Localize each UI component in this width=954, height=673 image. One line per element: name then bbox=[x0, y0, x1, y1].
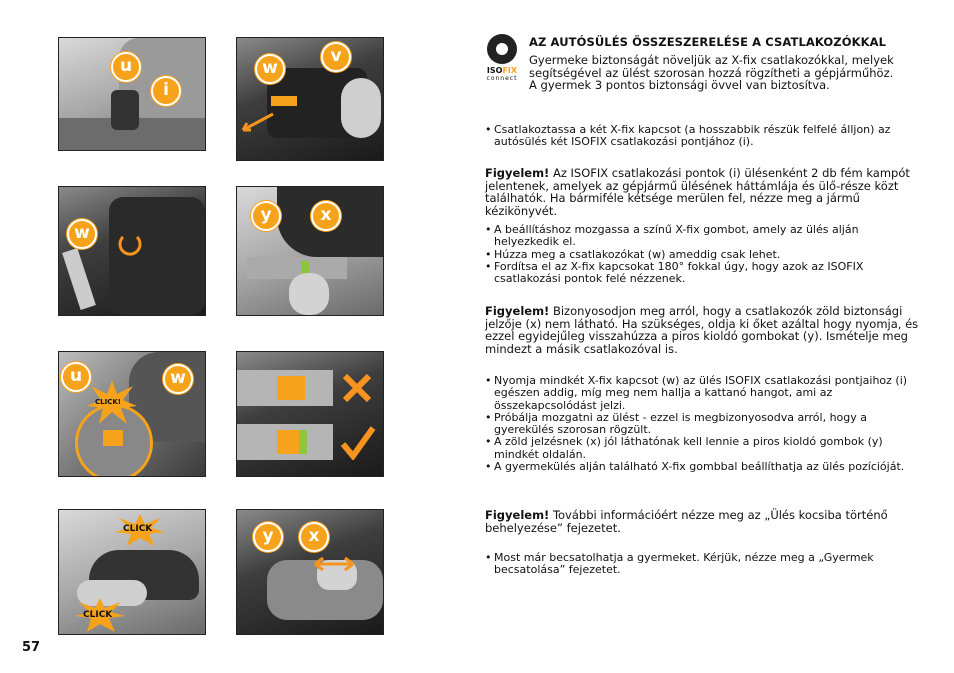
hand-shape bbox=[341, 78, 381, 138]
hand-shape bbox=[289, 273, 329, 315]
connector-highlight bbox=[271, 96, 297, 106]
isofix-logo-sub: connect bbox=[486, 75, 518, 82]
label-badge-w: w bbox=[163, 364, 193, 394]
warning-label: Figyelem! bbox=[485, 304, 550, 318]
warning-3 bbox=[485, 509, 925, 534]
bullet-block-3 bbox=[485, 375, 925, 473]
check-mark-icon bbox=[339, 424, 377, 460]
page-number: 57 bbox=[22, 640, 41, 655]
figure-connector-pull bbox=[236, 37, 384, 161]
rotate-arrow-icon bbox=[117, 231, 143, 257]
label-badge-u: u bbox=[111, 52, 141, 82]
click-label: CLICK bbox=[123, 524, 153, 534]
figure-click-attach bbox=[58, 351, 206, 477]
label-badge-y: y bbox=[251, 201, 281, 231]
warning-text: Bizonyosodjon meg arról, hogy a csatlakozók zöld biztonsági jelzője (x) nem látható. Ha szükséges, oldja ki őket azáltal hogy nyomja, és ezzel egyidejűleg visszahúzza a piros kioldó gombokat (y). Ismételje meg mindezt a másik csatlakozóval is. bbox=[485, 304, 919, 356]
label-badge-x: x bbox=[299, 522, 329, 552]
isofix-logo-text: ISOFIX bbox=[486, 66, 518, 75]
warning-label: Figyelem! bbox=[485, 508, 550, 522]
figure-indicator-check bbox=[236, 351, 384, 477]
list-item: • Most már becsatolhatja a gyermeket. Kérjük, nézze meg a „Gyermek becsatolása” fejezetet. bbox=[485, 552, 925, 577]
warning-label: Figyelem! bbox=[485, 166, 550, 180]
list-item: • Próbálja mozgatni az ülést - ezzel is megbizonyosodva arról, hogy a gyerekülés szorosan rögzült. bbox=[485, 412, 925, 437]
click-label: CLICK! bbox=[95, 398, 121, 406]
label-badge-y: y bbox=[253, 522, 283, 552]
cross-mark-icon bbox=[341, 372, 373, 404]
list-item: • Fordítsa el az X-fix kapcsokat 180° fokkal úgy, hogy azok az ISOFIX csatlakozási pontok felé nézzenek. bbox=[485, 261, 925, 286]
bullet-block-2 bbox=[485, 224, 925, 285]
warning-text: Az ISOFIX csatlakozási pontok (i) ülésenként 2 db fém kampót jelentenek, amelyek az gépjármű ülésének háttámlája és ülő-része közt találhatók. Ha bármiféle kétsége merülen fel, nézze meg a jármű kézikönyvét. bbox=[485, 166, 910, 218]
click-label: CLICK bbox=[83, 610, 113, 620]
label-badge-w: w bbox=[67, 219, 97, 249]
warning-1 bbox=[485, 167, 925, 217]
figure-connector-rotate bbox=[58, 186, 206, 316]
intro-paragraph: Gyermeke biztonságát növeljük az X-fix csatlakozókkal, melyek segítségével az ülést szorosan hozzá rögzítheti a gépjárműhöz. A gyermek 3 pontos biztonsági övvel van biztosítva. bbox=[529, 53, 894, 92]
list-item: • A zöld jelzésnek (x) jól láthatónak kell lennie a piros kioldó gombok (y) mindkét oldalán. bbox=[485, 436, 925, 461]
list-item: • Nyomja mindkét X-fix kapcsot (w) az ülés ISOFIX csatlakozási pontjaihoz (i) egészen addig, míg meg nem hallja a kattanó hangot, ami az összekapcsolódást jelzi. bbox=[485, 375, 925, 412]
label-badge-v: v bbox=[321, 42, 351, 72]
warning-2 bbox=[485, 305, 925, 355]
list-item: • A beállításhoz mozgassa a színű X-fix gombot, amely az ülés alján helyezkedik el. bbox=[485, 224, 925, 249]
isofix-logo-icon bbox=[487, 34, 517, 64]
label-badge-u: u bbox=[61, 362, 91, 392]
bullet-block-4 bbox=[485, 552, 925, 577]
label-badge-i: i bbox=[151, 76, 181, 106]
connector-highlight bbox=[103, 430, 123, 446]
section-heading: AZ AUTÓSÜLÉS ÖSSZESZERELÉSE A CSATLAKOZÓKKAL bbox=[529, 35, 887, 49]
figure-click-press bbox=[58, 509, 206, 635]
arrow-icon bbox=[237, 110, 277, 136]
isofix-logo bbox=[484, 34, 520, 82]
bullet-block-1 bbox=[485, 124, 925, 149]
isofix-guide-shape bbox=[111, 90, 139, 130]
list-item: • Húzza meg a csatlakozókat (w) ameddig csak lehet. bbox=[485, 249, 925, 261]
label-badge-x: x bbox=[311, 201, 341, 231]
release-button-shape bbox=[277, 430, 299, 454]
list-item: • Csatlakoztassa a két X-fix kapcsot (a hosszabbik részük felfelé álljon) az autósülés két ISOFIX csatlakozási pontjához (i). bbox=[485, 124, 925, 149]
list-item: • A gyermekülés alján található X-fix gombbal beállíthatja az ülés pozícióját. bbox=[485, 461, 925, 473]
figure-isofix-points bbox=[58, 37, 206, 151]
connector-rod-shape bbox=[62, 248, 96, 310]
figure-seat-adjust bbox=[236, 509, 384, 635]
warning-text: További információért nézze meg az „Ülés kocsiba történő behelyezése” fejezetet. bbox=[485, 508, 888, 535]
green-indicator bbox=[299, 430, 307, 454]
figure-release-button bbox=[236, 186, 384, 316]
double-arrow-icon bbox=[311, 554, 357, 574]
label-badge-w: w bbox=[255, 54, 285, 84]
release-button-shape bbox=[277, 376, 305, 400]
